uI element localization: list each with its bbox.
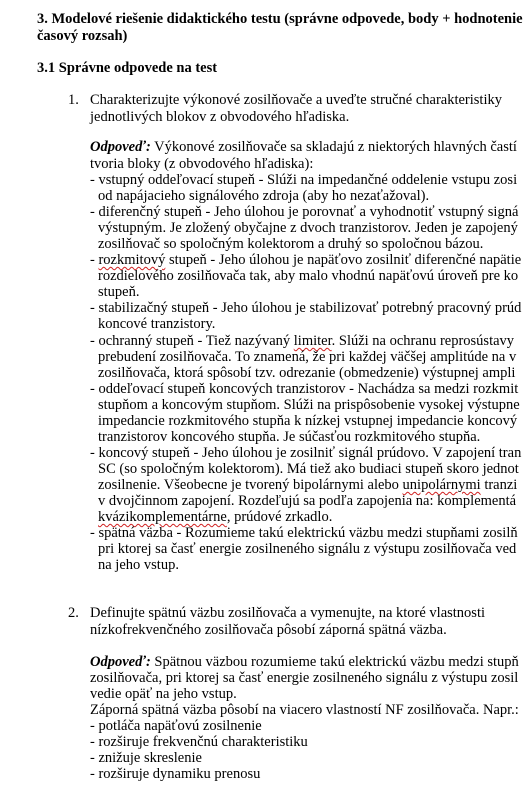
answer-line: zosilňovač so spoločným kolektorom a druhý so spoločnou bázou.	[98, 236, 484, 252]
answer-intro-line	[90, 140, 517, 155]
answer-line: - stabilizačný stupeň - Jeho úlohou je stabilizovať potrebný pracovný prúd	[90, 300, 522, 316]
effect-line: - potláča napäťovú zosilnenie	[90, 718, 262, 734]
answer-line: - spätná väzba - Rozumieme takú elektrickú väzbu medzi stupňami zosilň	[90, 525, 518, 541]
answer-line: - vstupný oddeľovací stupeň - Slúži na impedančné oddelenie vstupu zosi	[90, 172, 518, 188]
question-text-line: Charakterizujte výkonové zosilňovače a uveďte stručné charakteristiky	[90, 92, 502, 108]
spellcheck-word: kvázikomplementárne	[98, 509, 227, 525]
answer-line: impedancie rozkmitového stupňa k nízkej vstupnej impedancie koncový	[98, 413, 518, 429]
answer-line: SC (so spoločným kolektorom). Má tiež ako budiaci stupeň skoro jednot	[98, 461, 519, 477]
answer-line: vedie opäť na jeho vstup.	[90, 686, 237, 702]
answer-line: tranzistorov koncového stupňa. Je súčasťou rozkmitového stupňa.	[98, 429, 481, 445]
answer-line: na jeho vstup.	[98, 557, 179, 573]
answer-line: stupeň.	[98, 284, 140, 300]
question-text-line: jednotlivých blokov z obvodového hľadiska.	[90, 109, 350, 125]
subsection-title: 3.1 Správne odpovede na test	[37, 60, 218, 76]
answer-label: Odpoveď:	[90, 654, 151, 670]
spellcheck-word: rozkmitový	[98, 252, 166, 268]
effect-line: - rozširuje frekvenčnú charakteristiku	[90, 734, 308, 750]
answer-line: - rozkmitový stupeň - Jeho úlohou je napäťovo zosilniť diferenčné napätie	[90, 252, 522, 268]
spellcheck-word: unipolárnymi	[402, 477, 481, 493]
answer-line: zosilňovača, ktorá spôsobí tzv. odrezanie (obmedzenie) výstupnej ampli	[98, 365, 516, 381]
effect-line: - znižuje skreslenie	[90, 750, 202, 766]
answer-intro-line: tvoria bloky (z obvodového hľadiska):	[90, 156, 314, 172]
answer-line: - koncový stupeň - Jeho úlohou je zosilniť signál prúdovo. V zapojení tran	[90, 445, 522, 461]
answer-line: prebudení zosilňovača. To znamená, že pri každej väčšej amplitúde na v	[98, 349, 517, 365]
answer-line: stupňom a koncovým stupňom. Slúži na prispôsobenie vysokej výstupne	[98, 397, 520, 413]
answer-line: v dvojčinnom zapojení. Rozdeľujú sa podľa zapojenia na: komplementá	[98, 493, 517, 509]
question-number: 2.	[68, 605, 79, 621]
answer-line: od napájacieho signálového zdroja (aby ho nezaťažoval).	[98, 188, 430, 204]
question-text-line: Definujte spätnú väzbu zosilňovača a vymenujte, na ktoré vlastnosti	[90, 605, 486, 621]
answer-label: Odpoveď:	[90, 139, 151, 155]
answer-line: - ochranný stupeň - Tiež nazývaný limiter. Slúži na ochranu reprosústavy	[90, 333, 515, 349]
answer-line: Odpoveď: Spätnou väzbou rozumieme takú elektrickú väzbu medzi stupň	[90, 654, 519, 670]
section-title-line-2: časový rozsah)	[37, 28, 128, 44]
answer-line: pri ktorej sa časť energie zosilneného signálu z výstupu zosilňovača ved	[98, 541, 517, 557]
answer-line: - diferenčný stupeň - Jeho úlohou je porovnať a vyhodnotiť vstupný signá	[90, 204, 519, 220]
answer-line: - oddeľovací stupeň koncových tranzistorov - Nachádza sa medzi rozkmit	[90, 381, 519, 397]
answer-line: výstupným. Je zložený obyčajne z dvoch tranzistorov. Jeden je zapojený	[98, 220, 518, 236]
answer-line: Záporná spätná väzba pôsobí na viacero vlastností NF zosilňovača. Napr.:	[90, 702, 519, 718]
question-text-line: nízkofrekvenčného zosilňovača pôsobí záporná spätná väzba.	[90, 622, 447, 638]
section-title-line-1: 3. Modelové riešenie didaktického testu (správne odpovede, body + hodnotenie	[37, 11, 523, 27]
answer-line: kvázikomplementárne, prúdové zrkadlo.	[98, 509, 333, 525]
answer-line: rozdielového zosilňovača tak, aby malo vhodnú napäťovú úroveň pre ko	[98, 268, 519, 284]
effect-line: - rozširuje dynamiku prenosu	[90, 766, 261, 782]
answer-line: zosilnenie. Všeobecne je tvorený bipolárnymi alebo unipolárnymi tranzi	[98, 477, 518, 493]
answer-line: zosilňovača, pri ktorej sa časť energie zosilneného signálu z výstupu zosil	[90, 670, 519, 686]
answer-intro-text: Výkonové zosilňovače sa skladajú z niektorých hlavných častí	[154, 139, 517, 155]
question-number: 1.	[68, 92, 79, 108]
answer-line: koncové tranzistory.	[98, 316, 216, 332]
spellcheck-word: limiter	[293, 333, 332, 349]
